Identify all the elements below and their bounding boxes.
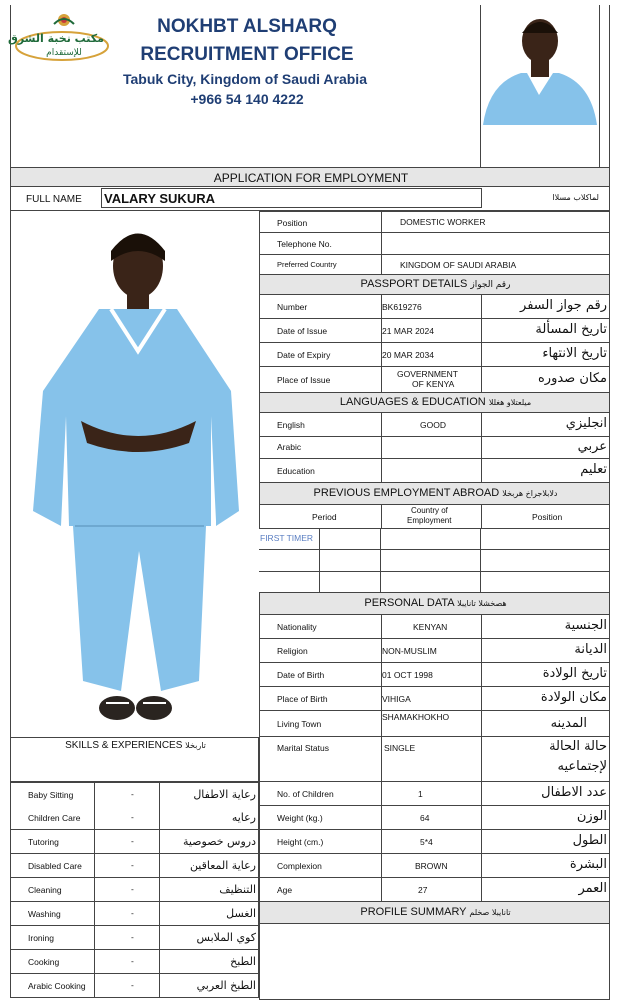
religion-label: Religion (277, 646, 308, 656)
profile-title (260, 906, 610, 918)
dob-row (259, 663, 610, 687)
nationality-ar: الجنسية (564, 618, 607, 633)
height-value: 5*4 (420, 837, 433, 847)
education-ar: تعليم (580, 462, 607, 477)
complexion-value: BROWN (415, 861, 448, 871)
weight-ar: الوزن (576, 809, 607, 824)
marital-ar: حالة الحالة (549, 739, 607, 754)
passport-expiry-row (259, 343, 610, 367)
education-row (259, 459, 610, 483)
skill-label: Tutoring (28, 837, 59, 847)
living-town-value: SHAMAKHOKHO (382, 712, 450, 722)
nationality-label: Nationality (277, 622, 317, 632)
arabic-ar: عربي (577, 439, 607, 454)
skill-ar: رعاية الاطفال (193, 788, 256, 801)
passport-place-ar: مكان صدوره (537, 371, 607, 386)
age-label: Age (277, 885, 293, 895)
nationality-row (259, 615, 610, 639)
skill-value: - (131, 789, 134, 799)
full-name-value: VALARY SUKURA (104, 191, 215, 206)
passport-number-label: Number (277, 302, 308, 312)
english-value: GOOD (420, 420, 446, 430)
skill-value: - (131, 980, 134, 990)
height-row (259, 830, 610, 854)
weight-label: Weight (kg.) (277, 813, 323, 823)
passport-number-ar: رقم جواز السفر (520, 298, 607, 313)
nationality-value: KENYAN (413, 622, 448, 632)
full-name-row (10, 187, 610, 211)
skill-ar: الطبخ العربي (196, 979, 256, 992)
religion-row (259, 639, 610, 663)
passport-issue-row (259, 319, 610, 343)
passport-expiry-value: 20 MAR 2034 (382, 350, 434, 360)
skill-row (10, 878, 259, 902)
header-photo-frame (480, 5, 600, 167)
age-value: 27 (418, 885, 428, 895)
pob-label: Place of Birth (277, 694, 328, 704)
english-label: English (277, 420, 305, 430)
prev-employment-title-ar: دلابلاجراخ هربخلا (502, 489, 558, 498)
pob-value: VIHIGA (382, 694, 411, 704)
first-timer: FIRST TIMER (260, 533, 314, 543)
height-ar: الطول (572, 833, 607, 848)
logo-text-top: مكتب نخبة الشرق (8, 32, 104, 45)
skill-label: Cooking (28, 957, 60, 967)
religion-ar: الديانة (574, 642, 607, 657)
office-phone: +966 54 140 4222 (190, 91, 304, 107)
skill-ar: رعاية المعاقين (189, 859, 256, 872)
marital-value: SINGLE (384, 743, 416, 753)
application-title-bar (10, 167, 610, 187)
position-label: Position (277, 218, 308, 228)
passport-title-en: PASSPORT DETAILS (360, 278, 468, 290)
col-period: Period (312, 512, 337, 522)
col-position: Position (532, 512, 563, 522)
skill-value: - (131, 932, 134, 942)
office-name-line2: RECRUITMENT OFFICE (140, 44, 354, 65)
religion-value: NON-MUSLIM (382, 646, 437, 656)
english-ar: انجليزي (565, 416, 607, 431)
country-label: Preferred Country (277, 260, 337, 269)
children-label: No. of Children (277, 789, 334, 799)
prev-employment-title (260, 487, 610, 499)
education-label: Education (277, 466, 315, 476)
skill-row (10, 926, 259, 950)
country-value: KINGDOM OF SAUDI ARABIA (400, 260, 517, 270)
complexion-label: Complexion (277, 861, 322, 871)
main-photo (10, 211, 259, 737)
skill-ar: دروس خصوصية (182, 835, 256, 848)
prev-employment-title-en: PREVIOUS EMPLOYMENT ABROAD (313, 487, 500, 499)
logo-text-bottom: للإستقدام (46, 48, 82, 58)
full-name-ar: لماكلاب مسلاا (552, 193, 599, 202)
skill-label: Children Care (28, 813, 81, 823)
children-value: 1 (418, 789, 423, 799)
languages-title-bar (259, 393, 610, 413)
skill-value: - (131, 860, 134, 870)
personal-title-bar (259, 593, 610, 615)
prev-employment-title-bar (259, 483, 610, 505)
passport-title-ar: رقم الجواز (470, 280, 511, 290)
living-town-label: Living Town (277, 719, 322, 729)
skill-ar: كوي الملابس (196, 931, 256, 944)
passport-issue-label: Date of Issue (277, 326, 328, 336)
arabic-label: Arabic (277, 442, 302, 452)
skill-row (10, 854, 259, 878)
personal-title-ar: هصخشلا تانايبلا (457, 599, 507, 608)
passport-expiry-label: Date of Expiry (277, 350, 331, 360)
skill-value: - (131, 884, 134, 894)
skill-label: Baby Sitting (28, 790, 74, 800)
marital-ar-2: لإجتماعيه (557, 759, 607, 774)
profile-title-ar: تانايبلا صخلم (469, 908, 511, 917)
skill-ar: رعايه (231, 811, 256, 824)
skill-value: - (131, 836, 134, 846)
marital-row (259, 737, 610, 782)
pob-row (259, 687, 610, 711)
full-name-label: FULL NAME (26, 194, 82, 205)
portrait-photo-small (481, 13, 599, 133)
col-country-1: Country of (411, 506, 448, 515)
full-name-field[interactable] (101, 188, 482, 208)
languages-title-ar: ميلعتلاو هغللا (488, 398, 532, 407)
passport-place-label: Place of Issue (277, 375, 331, 385)
complexion-row (259, 854, 610, 878)
living-town-ar: المدينه (550, 716, 587, 731)
complexion-ar: البشرة (569, 857, 607, 872)
profile-title-en: PROFILE SUMMARY (360, 906, 467, 918)
age-row (259, 878, 610, 902)
passport-number-value: BK619276 (382, 302, 422, 312)
passport-title (260, 278, 610, 290)
skill-label: Washing (28, 909, 61, 919)
skill-label: Disabled Care (28, 861, 82, 871)
english-row (259, 413, 610, 437)
full-body-photo (11, 211, 259, 737)
passport-issue-value: 21 MAR 2024 (382, 326, 434, 336)
skill-ar: الغسل (226, 907, 256, 920)
height-label: Height (cm.) (277, 837, 324, 847)
weight-value: 64 (420, 813, 430, 823)
dob-ar: تاريخ الولادة (542, 666, 607, 681)
arabic-row (259, 437, 610, 459)
skill-ar: الطبخ (230, 955, 256, 968)
children-ar: عدد الاطفال (541, 785, 607, 800)
application-title: APPLICATION FOR EMPLOYMENT (213, 171, 409, 185)
dob-label: Date of Birth (277, 670, 325, 680)
prev-employment-header-row (259, 505, 610, 529)
skill-label: Arabic Cooking (28, 981, 86, 991)
profile-summary-box (259, 924, 610, 1000)
skill-label: Cleaning (28, 885, 62, 895)
passport-place-value-2: OF KENYA (412, 379, 455, 389)
skills-title-en: SKILLS & EXPERIENCES (65, 740, 183, 751)
country-row (259, 255, 610, 275)
skill-row (10, 974, 259, 998)
skill-row (10, 902, 259, 926)
passport-place-value-1: GOVERNMENT (397, 369, 458, 379)
logo (8, 10, 110, 68)
skill-label: Ironing (28, 933, 54, 943)
telephone-row (259, 233, 610, 255)
children-row (259, 782, 610, 806)
office-location: Tabuk City, Kingdom of Saudi Arabia (123, 71, 367, 87)
skills-title (11, 740, 259, 751)
passport-number-row (259, 295, 610, 319)
languages-title-en: LANGUAGES & EDUCATION (339, 396, 486, 408)
skill-row (10, 806, 259, 830)
skills-title-ar: تاربخلا (185, 741, 206, 750)
dob-value: 01 OCT 1998 (382, 670, 433, 680)
skill-value: - (131, 908, 134, 918)
skill-value: - (131, 956, 134, 966)
passport-title-bar (259, 275, 610, 295)
skills-title-bar (10, 737, 259, 782)
office-name-line1: NOKHBT ALSHARQ (157, 16, 337, 37)
languages-title (260, 396, 610, 408)
profile-title-bar (259, 902, 610, 924)
telephone-label: Telephone No. (277, 239, 332, 249)
marital-label: Marital Status (277, 743, 329, 753)
skill-ar: التنظيف (219, 883, 256, 896)
skill-row (10, 830, 259, 854)
skill-row (10, 782, 259, 807)
passport-expiry-ar: تاريخ الانتهاء (542, 346, 607, 361)
passport-place-row (259, 367, 610, 393)
personal-title (260, 597, 610, 609)
prev-employment-grid (259, 529, 610, 593)
personal-title-en: PERSONAL DATA (364, 597, 455, 609)
age-ar: العمر (578, 881, 607, 896)
living-town-row (259, 711, 610, 737)
skill-row (10, 950, 259, 974)
passport-issue-ar: تاريخ المسألة (535, 322, 607, 337)
col-country-2: Employment (407, 516, 452, 525)
position-value: DOMESTIC WORKER (400, 217, 486, 227)
weight-row (259, 806, 610, 830)
pob-ar: مكان الولادة (540, 690, 607, 705)
skill-value: - (131, 812, 134, 822)
position-row (259, 211, 610, 233)
